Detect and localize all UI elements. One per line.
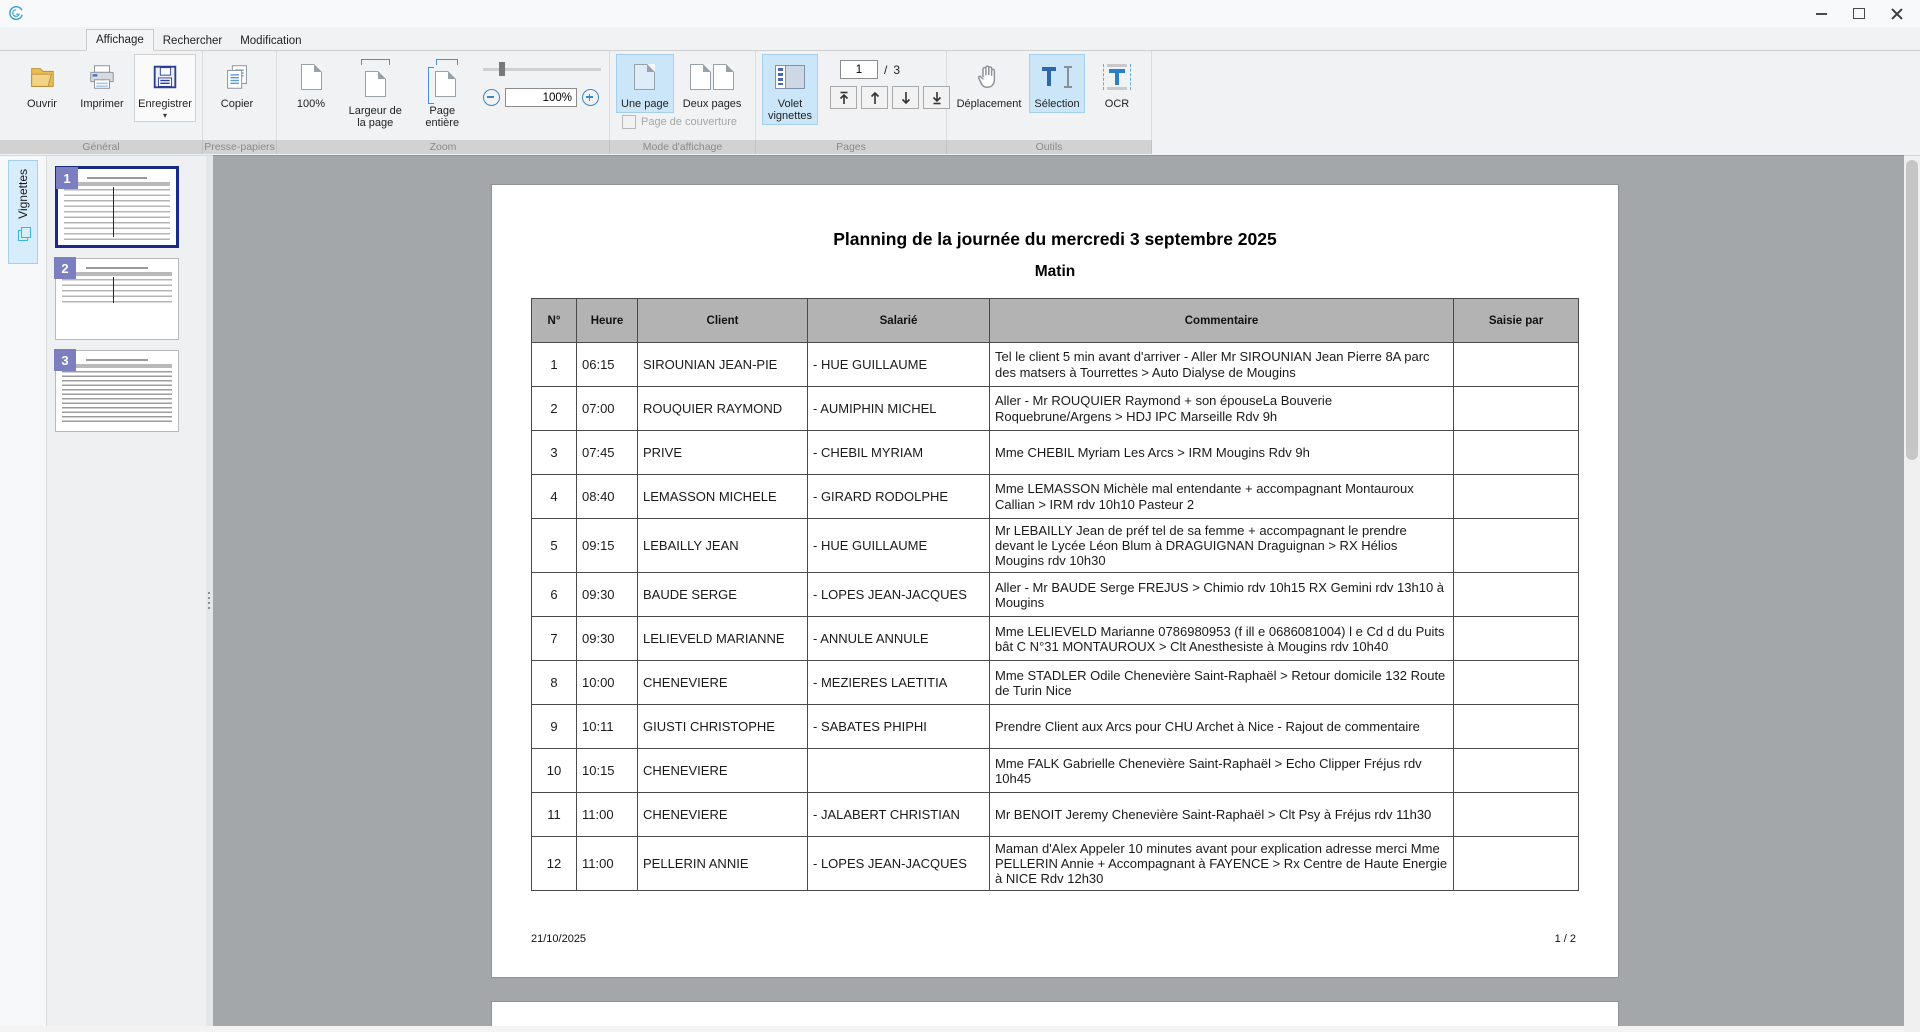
cell-saisie (1454, 661, 1579, 705)
thumbnails-side-tab[interactable] (8, 160, 38, 264)
document-page-1 (492, 185, 1618, 977)
cell-saisie (1454, 431, 1579, 475)
page-thumbnail[interactable] (55, 166, 179, 248)
tab-rechercher[interactable]: Rechercher (162, 35, 223, 47)
cell-client: PRIVE (638, 431, 808, 475)
fit-width-icon (365, 59, 386, 102)
two-pages-icon (690, 59, 734, 95)
cell-commentaire: Maman d'Alex Appeler 10 minutes avant pour explication adresse merci Mme PELLERIN Annie + Accompagnant à FAYENCE > Rx Centre de Haute Energie à NICE Rdv 12h30 (990, 837, 1454, 891)
cell-commentaire: Prendre Client aux Arcs pour CHU Archet à Nice - Rajout de commentaire (990, 705, 1454, 749)
group-label-zoom: Zoom (277, 140, 610, 154)
cell-num: 7 (532, 617, 577, 661)
thumbnail-preview (61, 357, 173, 426)
cell-heure: 09:30 (577, 617, 638, 661)
pan-button[interactable]: Déplacement (953, 54, 1025, 113)
cell-num: 4 (532, 475, 577, 519)
cell-num: 11 (532, 793, 577, 837)
ribbon-toolbar (0, 51, 1152, 140)
tab-modification[interactable]: Modification (240, 35, 302, 47)
thumbnail-panel-icon (775, 59, 805, 95)
table-row (532, 343, 1579, 387)
cell-client: CHENEVIERE (638, 661, 808, 705)
minimize-icon (1816, 13, 1827, 15)
cell-num: 1 (532, 343, 577, 387)
ribbon-tab-bar (0, 27, 1920, 51)
cell-client: LEMASSON MICHELE (638, 475, 808, 519)
copy-button[interactable]: Copier (209, 54, 265, 113)
current-page-field[interactable] (840, 60, 878, 79)
two-pages-button[interactable]: Deux pages (678, 54, 747, 113)
cell-saisie (1454, 837, 1579, 891)
group-label-display: Mode d'affichage (610, 140, 756, 154)
cell-saisie (1454, 705, 1579, 749)
save-button[interactable]: Enregistrer ▾ (134, 54, 196, 122)
footer-date: 21/10/2025 (531, 933, 587, 945)
horizontal-scrollbar[interactable] (0, 1026, 1904, 1032)
cell-commentaire: Mme LEMASSON Michèle mal entendante + accompagnant Montauroux Callian > IRM rdv 10h10 Pasteur 2 (990, 475, 1454, 519)
cell-salarie: - LOPES JEAN-JACQUES (808, 837, 990, 891)
document-subtitle: Matin (1034, 263, 1076, 280)
open-folder-icon (27, 59, 57, 95)
thumbnail-preview (63, 175, 171, 240)
table-row (532, 387, 1579, 431)
next-page-button[interactable] (892, 86, 919, 109)
cell-commentaire: Mme FALK Gabrielle Chenevière Saint-Raphaël > Echo Clipper Fréjus rdv 10h45 (990, 749, 1454, 793)
tab-affichage[interactable]: Affichage (86, 29, 154, 51)
cell-heure: 11:00 (577, 793, 638, 837)
cell-saisie (1454, 343, 1579, 387)
thumbnail-panel (46, 155, 207, 1032)
cell-salarie: - MEZIERES LAETITIA (808, 661, 990, 705)
column-header: N° (532, 299, 577, 343)
cover-page-checkbox[interactable] (622, 115, 636, 129)
group-label-clipboard: Presse-papiers (203, 140, 277, 154)
cell-commentaire: Aller - Mr ROUQUIER Raymond + son épouseLa Bouverie Roquebrune/Argens > HDJ IPC Marseille Rdv 9h (990, 387, 1454, 431)
app-icon (7, 4, 25, 22)
zoom-100-button[interactable]: 100% (283, 54, 339, 113)
group-general (8, 51, 203, 140)
panel-splitter[interactable] (206, 155, 213, 1032)
vertical-scrollbar[interactable] (1904, 155, 1920, 1032)
cell-heure: 10:11 (577, 705, 638, 749)
column-header: Salarié (808, 299, 990, 343)
cell-salarie: - CHEBIL MYRIAM (808, 431, 990, 475)
cell-num: 12 (532, 837, 577, 891)
cell-heure: 09:30 (577, 573, 638, 617)
group-tools (947, 51, 1152, 140)
first-page-button[interactable] (830, 86, 857, 109)
group-label-general: Général (0, 140, 203, 154)
open-button[interactable]: Ouvrir (14, 54, 70, 113)
page-thumbnail[interactable] (55, 350, 179, 432)
cell-commentaire: Mme STADLER Odile Chenevière Saint-Raphaël > Retour domicile 132 Route de Turin Nice (990, 661, 1454, 705)
column-header: Heure (577, 299, 638, 343)
splitter-grip-icon (208, 592, 210, 594)
thumbnail-number-badge: 2 (54, 257, 76, 279)
cell-heure: 10:00 (577, 661, 638, 705)
cell-heure: 07:00 (577, 387, 638, 431)
copy-pages-icon (222, 59, 252, 95)
ocr-icon (1103, 59, 1131, 95)
cell-saisie (1454, 573, 1579, 617)
cell-heure: 09:15 (577, 519, 638, 573)
minimize-button[interactable] (1802, 2, 1840, 26)
document-area[interactable] (213, 155, 1904, 1032)
footer-page-number: 1 / 2 (1554, 933, 1576, 945)
table-row (532, 431, 1579, 475)
thumbnail-number-badge: 1 (56, 167, 78, 189)
cell-commentaire: Mme CHEBIL Myriam Les Arcs > IRM Mougins Rdv 9h (990, 431, 1454, 475)
table-row (532, 617, 1579, 661)
cell-salarie: - LOPES JEAN-JACQUES (808, 573, 990, 617)
group-display-mode (610, 51, 756, 140)
table-header-row (532, 299, 1579, 343)
cell-salarie (808, 749, 990, 793)
cell-client: PELLERIN ANNIE (638, 837, 808, 891)
workspace (0, 155, 1920, 1032)
ocr-button[interactable]: OCR (1089, 54, 1145, 113)
group-label-strip (0, 140, 1152, 154)
cell-saisie (1454, 617, 1579, 661)
cell-heure: 06:15 (577, 343, 638, 387)
cell-num: 9 (532, 705, 577, 749)
fit-page-button[interactable]: Page entière (411, 54, 473, 132)
cell-saisie (1454, 749, 1579, 793)
cell-salarie: - AUMIPHIN MICHEL (808, 387, 990, 431)
cell-heure: 07:45 (577, 431, 638, 475)
group-label-pages: Pages (756, 140, 947, 154)
cell-num: 10 (532, 749, 577, 793)
left-gutter (0, 155, 46, 1032)
cell-salarie: - HUE GUILLAUME (808, 343, 990, 387)
cell-client: SIROUNIAN JEAN-PIE (638, 343, 808, 387)
thumbnails-tab-icon (18, 227, 29, 239)
close-icon (1891, 8, 1903, 20)
column-header: Saisie par (1454, 299, 1579, 343)
table-row (532, 749, 1579, 793)
save-dropdown-caret[interactable]: ▾ (162, 111, 167, 120)
page-100-icon (301, 59, 322, 95)
maximize-button[interactable] (1840, 2, 1878, 26)
zoom-slider-handle[interactable] (499, 62, 505, 76)
printer-icon (87, 59, 117, 95)
cell-saisie (1454, 519, 1579, 573)
cell-client: BAUDE SERGE (638, 573, 808, 617)
next-page-icon (900, 91, 912, 105)
fit-width-button[interactable]: Largeur de la page (343, 54, 407, 132)
planning-table (531, 298, 1579, 891)
cell-heure: 08:40 (577, 475, 638, 519)
zoom-controls (483, 62, 601, 107)
cell-commentaire: Mr LEBAILLY Jean de préf tel de sa femme + accompagnant le prendre devant le Lycée Léon Blum à DRAGUIGNAN Draguignan > RX Hélios Mougins rdv 10h30 (990, 519, 1454, 573)
column-header: Commentaire (990, 299, 1454, 343)
page-separator: / (884, 62, 888, 77)
cell-salarie: - JALABERT CHRISTIAN (808, 793, 990, 837)
table-row (532, 705, 1579, 749)
cell-num: 3 (532, 431, 577, 475)
zoom-out-icon[interactable] (483, 89, 500, 106)
cell-client: CHENEVIERE (638, 793, 808, 837)
cell-client: LEBAILLY JEAN (638, 519, 808, 573)
last-page-icon (931, 91, 943, 105)
last-page-button[interactable] (923, 86, 950, 109)
thumbnail-panel-toggle[interactable]: Volet vignettes (762, 54, 818, 125)
cell-commentaire: Mme LELIEVELD Marianne 0786980953 (f ill e 0686081004) l e Cd d du Puits bât C N°31 MONTAUROUX > Clt Anesthesiste à Mougins rdv 10h40 (990, 617, 1454, 661)
table-row (532, 661, 1579, 705)
cell-num: 5 (532, 519, 577, 573)
hand-icon (974, 59, 1004, 95)
save-floppy-icon (150, 59, 180, 95)
table-row (532, 475, 1579, 519)
fit-page-icon (428, 59, 456, 102)
maximize-icon (1853, 8, 1865, 19)
column-header: Client (638, 299, 808, 343)
cell-salarie: - HUE GUILLAUME (808, 519, 990, 573)
group-zoom (277, 51, 610, 140)
table-row (532, 519, 1579, 573)
table-row (532, 793, 1579, 837)
first-page-icon (838, 91, 850, 105)
group-label-tools: Outils (947, 140, 1152, 154)
zoom-value-field[interactable] (505, 88, 577, 107)
print-button[interactable]: Imprimer (74, 54, 130, 113)
cell-commentaire: Aller - Mr BAUDE Serge FREJUS > Chimio rdv 10h15 RX Gemini rdv 13h10 à Mougins (990, 573, 1454, 617)
cell-heure: 10:15 (577, 749, 638, 793)
one-page-button[interactable]: Une page (616, 54, 674, 113)
cell-num: 8 (532, 661, 577, 705)
cell-num: 6 (532, 573, 577, 617)
cell-saisie (1454, 793, 1579, 837)
cell-client: CHENEVIERE (638, 749, 808, 793)
text-selection-icon (1042, 59, 1072, 95)
cell-client: LELIEVELD MARIANNE (638, 617, 808, 661)
cell-commentaire: Mr BENOIT Jeremy Chenevière Saint-Raphaël > Clt Psy à Fréjus rdv 11h30 (990, 793, 1454, 837)
cover-page-option: Page de couverture (622, 115, 748, 129)
cell-client: GIUSTI CHRISTOPHE (638, 705, 808, 749)
cell-commentaire: Tel le client 5 min avant d'arriver - Aller Mr SIROUNIAN Jean Pierre 8A parc des matsers à Tourrettes > Auto Dialyse de Mougins (990, 343, 1454, 387)
cell-salarie: - ANNULE ANNULE (808, 617, 990, 661)
zoom-in-icon[interactable] (582, 89, 599, 106)
thumbnail-preview (61, 265, 173, 334)
cell-client: ROUQUIER RAYMOND (638, 387, 808, 431)
cell-num: 2 (532, 387, 577, 431)
cell-saisie (1454, 387, 1579, 431)
thumbnail-number-badge: 3 (54, 349, 76, 371)
thumbnails-tab-label: Vignettes (16, 169, 30, 219)
cell-heure: 11:00 (577, 837, 638, 891)
page-total: 3 (893, 62, 901, 77)
table-row (532, 837, 1579, 891)
document-title: Planning de la journée du mercredi 3 septembre 2025 (833, 229, 1277, 249)
close-button[interactable] (1878, 2, 1916, 26)
table-row (532, 573, 1579, 617)
cell-salarie: - SABATES PHIPHI (808, 705, 990, 749)
previous-page-button[interactable] (861, 86, 888, 109)
zoom-slider[interactable] (483, 62, 601, 76)
one-page-icon (634, 59, 655, 95)
cell-salarie: - GIRARD RODOLPHE (808, 475, 990, 519)
vertical-scrollbar-thumb[interactable] (1906, 160, 1918, 460)
selection-button[interactable]: Sélection (1029, 54, 1085, 113)
previous-page-icon (869, 91, 881, 105)
group-pages (756, 51, 947, 140)
page-thumbnail[interactable] (55, 258, 179, 340)
group-clipboard (203, 51, 277, 140)
cell-saisie (1454, 475, 1579, 519)
title-bar (0, 0, 1920, 27)
